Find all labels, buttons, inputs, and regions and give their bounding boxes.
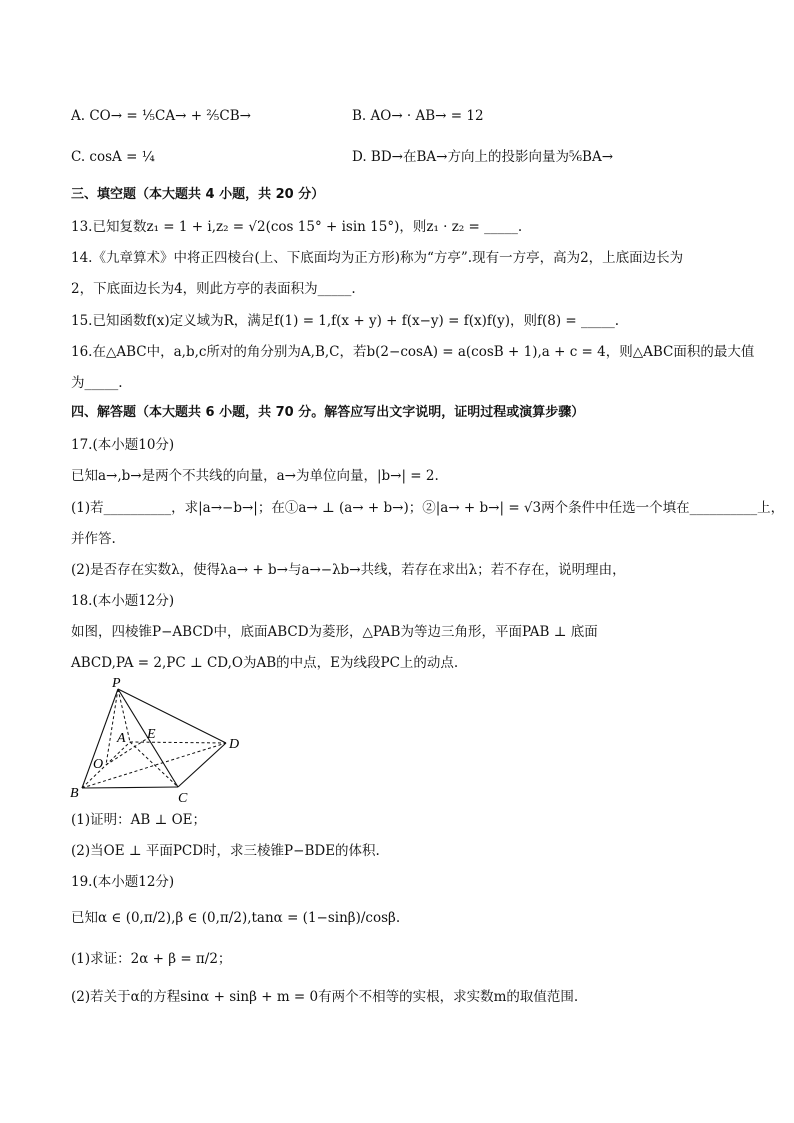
question-15: 15.已知函数f(x)定义域为R，满足f(1) = 1,f(x + y) + f(x−y) = f(x)f(y)，则f(8) = _____. <box>71 313 620 329</box>
vertex-label-a: A <box>117 731 126 746</box>
vertex-label-p: P <box>112 676 121 691</box>
question-19-title: 19.(本小题12分) <box>71 874 175 890</box>
question-18-stem-line-2: ABCD,PA = 2,PC ⊥ CD,O为AB的中点，E为线段PC上的动点. <box>71 655 459 671</box>
question-14-line-1: 14.《九章算术》中将正四棱台(上、下底面均为正方形)称为“方亭”.现有一方亭，高为2，上底面边长为 <box>71 250 684 266</box>
vertex-label-c: C <box>178 791 188 806</box>
question-18-part2: (2)当OE ⊥ 平面PCD时，求三棱锥P−BDE的体积. <box>71 843 380 859</box>
vertex-label-b: B <box>70 786 79 801</box>
question-18-part1: (1)证明：AB ⊥ OE； <box>71 812 206 828</box>
question-18-title: 18.(本小题12分) <box>71 593 175 609</box>
question-19-stem: 已知α ∈ (0,π/2),β ∈ (0,π/2),tanα = (1−sinβ)/cosβ. <box>71 910 401 926</box>
question-17-part2: (2)是否存在实数λ，使得λa→ + b→与a→−λb→共线，若存在求出λ；若不存在，说明理由， <box>71 562 626 578</box>
question-19-part1: (1)求证：2α + β = π/2； <box>71 951 232 967</box>
section-4-header: 四、解答题（本大题共 6 小题，共 70 分。解答应写出文字说明，证明过程或演算步骤） <box>71 405 585 420</box>
question-19-part2: (2)若关于α的方程sinα + sinβ + m = 0有两个不相等的实根，求实数m的取值范围. <box>71 989 579 1005</box>
vertex-label-e: E <box>147 727 156 742</box>
option-d: D. BD→在BA→方向上的投影向量为⅚BA→ <box>352 149 614 165</box>
question-13: 13.已知复数z₁ = 1 + i,z₂ = √2(cos 15° + isin 15°)，则z₁ · z₂ = _____. <box>71 219 523 235</box>
vertex-label-o: O <box>93 757 104 772</box>
question-17-part1-line-2: 并作答. <box>71 531 116 547</box>
question-16-line-2: 为_____. <box>71 375 123 391</box>
option-b: B. AO→ · AB→ = 12 <box>352 108 484 124</box>
question-16-line-1: 16.在△ABC中，a,b,c所对的角分别为A,B,C，若b(2−cosA) = a(cosB + 1),a + c = 4，则△ABC面积的最大值 <box>71 344 755 360</box>
vertex-label-d: D <box>229 737 240 752</box>
section-3-header: 三、填空题（本大题共 4 小题，共 20 分） <box>71 187 325 202</box>
option-a: A. CO→ = ⅕CA→ + ⅖CB→ <box>71 108 251 124</box>
question-17-stem: 已知a→,b→是两个不共线的向量，a→为单位向量，|b→| = 2. <box>71 468 439 484</box>
question-18-stem-line-1: 如图，四棱锥P−ABCD中，底面ABCD为菱形，△PAB为等边三角形，平面PAB ⊥ 底面 <box>71 624 598 640</box>
pyramid-figure <box>66 676 256 806</box>
question-17-title: 17.(本小题10分) <box>71 437 175 453</box>
question-17-part1-line-1: (1)若__________，求|a→−b→|；在①a→ ⊥ (a→ + b→)；②|a→ + b→| = √3两个条件中任选一个填在__________上， <box>71 500 785 516</box>
option-c: C. cosA = ¼ <box>71 149 155 165</box>
question-14-line-2: 2，下底面边长为4，则此方亭的表面积为_____. <box>71 281 356 297</box>
